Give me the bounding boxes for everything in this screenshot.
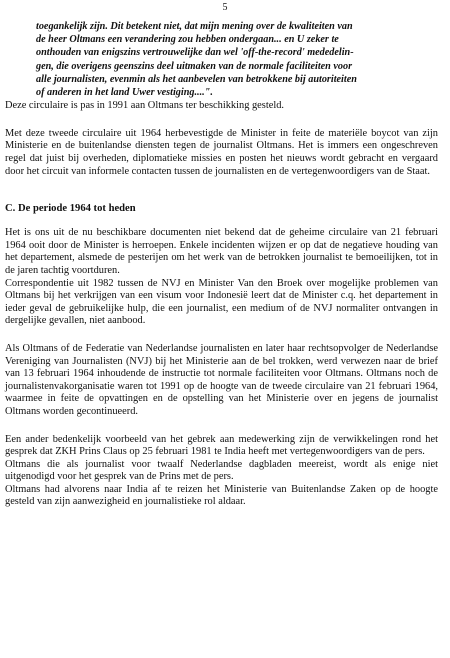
paragraph-prins-claus bbox=[5, 434, 438, 510]
paragraph-line-block: Oltmans had alvorens naar India af te reizen het Ministerie van Buitenlandse Zaken op de hoogte gesteld van zijn aanwezigheid en journalistieke rol aldaar. bbox=[5, 483, 438, 508]
page-number: 5 bbox=[222, 2, 228, 13]
quote-line: onthouden van enigszins vertrouwelijke dan wel 'off-the-record' mededelin- bbox=[36, 47, 354, 59]
quote-line: de heer Oltmans een verandering zou hebben ondergaan... en U zeker te bbox=[36, 34, 339, 46]
quote-line: alle journalisten, evenmin als het aanbevelen van betrokkene bij autoriteiten bbox=[36, 73, 357, 85]
paragraph-line-block: Oltmans die als journalist voor twaalf Nederlandse dagbladen meereist, wordt als enige niet uitgenodigd voor het gesprek van de Prins met de pers. bbox=[5, 458, 438, 483]
section-heading: C. De periode 1964 tot heden bbox=[5, 203, 136, 215]
quoted-circular-excerpt bbox=[5, 0, 438, 99]
paragraph-correspondence-1982: Correspondentie uit 1982 tussen de NVJ en Minister Van den Broek over mogelijke problemen van Oltmans bij het verkrijgen van een visum voor Indonesië leert dat de Minister c.q. het departement in ieder geval de gebruikelijke hulp, die een journalist, een medium of de NVJ normaliter ontvangen in dergelijke gevallen, niet aanbood. bbox=[5, 277, 438, 327]
paragraph-boycott: Met deze tweede circulaire uit 1964 herbevestigde de Minister in feite de materiële boycot van zijn Ministerie en de buitenlandse diensten tegen de journalist Oltmans. Het is immers een ongeschreven regel dat juist bij overheden, diplomatieke missies en posten het nieuws wordt gebracht en vergaard door het circuit van informele contacten tussen de journalisten en de vertegenwoordigers van de Staat. bbox=[5, 127, 438, 177]
paragraph-federatie: Als Oltmans of de Federatie van Nederlandse journalisten en later haar rechtsopvolger de Nederlandse Vereniging van Journalisten (NVJ) bij het Ministerie aan de bel trokken, werd verwezen naar de brief van 13 februari 1964 inhoudende de instructie tot normale faciliteiten voor Oltmans. Oltmans noch de journalistenvakorganisatie waren tot 1991 op de hoogte van de tweede circulaire van 21 februari 1964, waarmee in feite de opvattingen en de opstelling van het Ministerie over en jegens de journalist Oltmans worden gecontinueerd. bbox=[5, 342, 438, 417]
quote-line: gen, die overigens geenszins deel uitmaken van de normale faciliteiten voor bbox=[36, 60, 353, 72]
paragraph-period-1964: Het is ons uit de nu beschikbare documenten niet bekend dat de geheime circulaire van 21 februari 1964 ooit door de Minister is herroepen. Enkele incidenten wijzen er op dat de negatieve houding van het departement, alsmede de pesterijen om het werk van de betrokken journalist te bemoeilijken, tot in de jaren tachtig voortduren. bbox=[5, 227, 438, 276]
paragraph-circular-availability: Deze circulaire is pas in 1991 aan Oltmans ter beschikking gesteld. bbox=[5, 100, 285, 112]
quote-line: toegankelijk zijn. Dit betekent niet, dat mijn mening over de kwaliteiten van bbox=[36, 21, 353, 32]
paragraph-line-block: Een ander bedenkelijk voorbeeld van het gebrek aan medewerking zijn de verwikkelingen rond het gesprek dat ZKH Prins Claus op 25 februari 1981 te India heeft met vertegenwoordigers van de pers. bbox=[5, 433, 438, 458]
quote-line: of anderen in het land Uwer vestiging....". bbox=[36, 87, 213, 99]
